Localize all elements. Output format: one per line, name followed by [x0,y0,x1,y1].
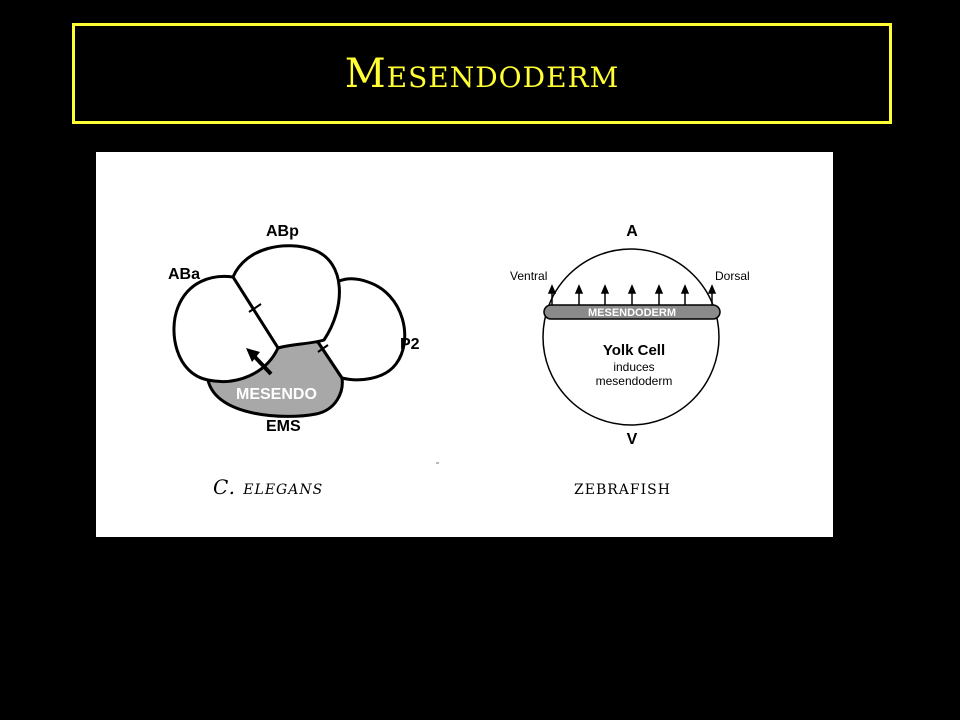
figure-panel [96,152,833,537]
label-abp: ABp [266,223,299,240]
label-band: MESENDODERM [587,307,677,319]
diagrams-svg [96,152,833,537]
label-ems: EMS [266,418,301,435]
caption-c-elegans: C. elegans [213,475,324,499]
caption-zebrafish: zebrafish [574,475,671,499]
label-p2: P2 [400,336,420,353]
label-yolk-line1: induces [613,360,655,374]
label-aba: ABa [168,266,201,283]
speck [436,462,439,464]
label-animal: A [626,223,638,240]
label-yolk-title: Yolk Cell [602,342,666,359]
zebrafish-diagram [510,223,750,448]
yolk-circle [543,249,719,425]
label-ventral: Ventral [510,269,548,283]
c-elegans-diagram [168,223,420,435]
title-box [72,23,892,124]
label-yolk-line2: mesendoderm [595,374,673,388]
label-dorsal: Dorsal [715,269,750,283]
label-vegetal: V [626,431,638,448]
slide-title: Mesendoderm [344,50,620,97]
label-mesendo: MESENDO [236,386,317,403]
